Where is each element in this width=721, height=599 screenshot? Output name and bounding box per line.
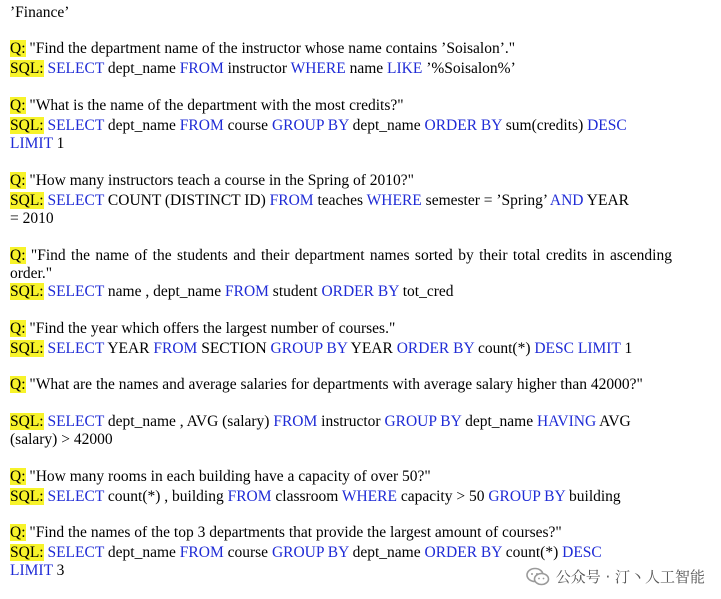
question-line bbox=[10, 320, 672, 338]
sql-keyword: FROM bbox=[153, 340, 198, 357]
sql-text: count(*) , building bbox=[104, 488, 228, 505]
sql-line bbox=[10, 413, 672, 431]
q-label: Q: bbox=[10, 172, 26, 189]
sql-keyword: GROUP BY bbox=[270, 340, 348, 357]
sql-keyword: ORDER BY bbox=[424, 117, 502, 134]
sql-line bbox=[10, 117, 672, 135]
sql-statement bbox=[44, 192, 629, 209]
sql-keyword: GROUP BY bbox=[271, 117, 349, 134]
sql-text: ’%Soisalon%’ bbox=[422, 60, 516, 77]
question-text: "Find the names of the top 3 departments that provide the largest amount of courses?" bbox=[25, 524, 562, 541]
sql-keyword: FROM bbox=[273, 413, 318, 430]
sql-statement-continued bbox=[10, 135, 64, 152]
sql-keyword: AND bbox=[549, 192, 584, 209]
question-line bbox=[10, 40, 672, 58]
sql-line bbox=[10, 488, 672, 506]
sql-keyword: WHERE bbox=[290, 60, 346, 77]
sql-keyword: GROUP BY bbox=[488, 488, 566, 505]
sql-label: SQL: bbox=[10, 488, 44, 505]
sql-keyword: WHERE bbox=[366, 192, 422, 209]
q-label: Q: bbox=[10, 40, 26, 57]
sql-text: course bbox=[223, 117, 272, 134]
header-text: ’Finance’ bbox=[10, 4, 70, 21]
q-label: Q: bbox=[10, 376, 26, 393]
sql-text: classroom bbox=[271, 488, 342, 505]
sql-text: = 2010 bbox=[10, 210, 54, 227]
question-text: "How many instructors teach a course in the Spring of 2010?" bbox=[25, 172, 414, 189]
sql-keyword: SELECT bbox=[47, 117, 105, 134]
sql-keyword: SELECT bbox=[47, 283, 105, 300]
sql-text: (salary) > 42000 bbox=[10, 431, 113, 448]
sql-text: 1 bbox=[620, 340, 633, 357]
sql-text: dept_name , AVG (salary) bbox=[104, 413, 274, 430]
question-line bbox=[10, 376, 672, 394]
sql-text: AVG bbox=[596, 413, 631, 430]
question-text: "Find the department name of the instructor whose name contains ’Soisalon’." bbox=[25, 40, 516, 57]
watermark bbox=[526, 566, 705, 587]
sql-keyword: ORDER BY bbox=[424, 544, 502, 561]
sql-continuation bbox=[10, 431, 672, 449]
sql-text: dept_name bbox=[348, 117, 425, 134]
sql-keyword: FROM bbox=[179, 117, 224, 134]
sql-statement-continued bbox=[10, 562, 64, 579]
sql-text: tot_cred bbox=[398, 283, 454, 300]
sql-text: instructor bbox=[317, 413, 385, 430]
sql-statement bbox=[44, 544, 602, 561]
sql-keyword: FROM bbox=[227, 488, 272, 505]
sql-continuation bbox=[10, 210, 672, 228]
sql-text: teaches bbox=[313, 192, 367, 209]
question-text: "What is the name of the department with the most credits?" bbox=[25, 97, 404, 114]
sql-text: dept_name bbox=[348, 544, 425, 561]
sql-text: SECTION bbox=[197, 340, 271, 357]
sql-statement bbox=[44, 117, 627, 134]
sql-keyword: GROUP BY bbox=[384, 413, 462, 430]
sql-statement bbox=[44, 340, 633, 357]
sql-text: 1 bbox=[52, 135, 65, 152]
sql-statement bbox=[44, 488, 621, 505]
sql-keyword: SELECT bbox=[47, 413, 105, 430]
q-label: Q: bbox=[10, 320, 26, 337]
question-text: "Find the name of the students and their department names sorted by their total credits in ascending order." bbox=[10, 247, 672, 282]
sql-text: dept_name bbox=[104, 60, 180, 77]
sql-text: 3 bbox=[52, 562, 65, 579]
sql-text: YEAR bbox=[347, 340, 397, 357]
sql-line bbox=[10, 544, 672, 562]
sql-text: dept_name bbox=[104, 117, 180, 134]
sql-line bbox=[10, 192, 672, 210]
sql-keyword: DESC LIMIT bbox=[534, 340, 621, 357]
sql-keyword: ORDER BY bbox=[396, 340, 475, 357]
sql-text: name , dept_name bbox=[104, 283, 225, 300]
sql-keyword: LIMIT bbox=[10, 135, 53, 152]
sql-line bbox=[10, 60, 672, 78]
q-label: Q: bbox=[10, 468, 26, 485]
sql-keyword: GROUP BY bbox=[271, 544, 349, 561]
q-label: Q: bbox=[10, 97, 26, 114]
q-label: Q: bbox=[10, 247, 26, 264]
sql-text: name bbox=[345, 60, 388, 77]
sql-label: SQL: bbox=[10, 60, 44, 77]
sql-keyword: ORDER BY bbox=[321, 283, 399, 300]
question-line bbox=[10, 172, 672, 190]
sql-statement-continued bbox=[10, 431, 113, 448]
question-text: "What are the names and average salaries for departments with average salary higher than 42000?" bbox=[25, 376, 643, 393]
sql-label: SQL: bbox=[10, 192, 44, 209]
sql-keyword: HAVING bbox=[537, 413, 597, 430]
sql-statement bbox=[44, 283, 454, 300]
sql-keyword: FROM bbox=[269, 192, 314, 209]
sql-keyword: SELECT bbox=[47, 192, 105, 209]
wechat-icon bbox=[526, 567, 550, 587]
sql-text: course bbox=[223, 544, 272, 561]
sql-keyword: LIKE bbox=[387, 60, 423, 77]
sql-keyword: FROM bbox=[224, 283, 269, 300]
question-line bbox=[10, 468, 672, 486]
question-text: "Find the year which offers the largest number of courses." bbox=[25, 320, 396, 337]
sql-statement bbox=[44, 60, 516, 77]
sql-statement bbox=[44, 413, 631, 430]
sql-keyword: SELECT bbox=[47, 60, 105, 77]
sql-text: semester = ’Spring’ bbox=[421, 192, 550, 209]
sql-keyword: LIMIT bbox=[10, 562, 53, 579]
sql-keyword: SELECT bbox=[47, 340, 105, 357]
sql-text: sum(credits) bbox=[501, 117, 588, 134]
sql-continuation bbox=[10, 135, 672, 153]
sql-label: SQL: bbox=[10, 413, 44, 430]
sql-keyword: SELECT bbox=[47, 544, 105, 561]
sql-text: building bbox=[565, 488, 621, 505]
sql-keyword: WHERE bbox=[341, 488, 397, 505]
sql-text: instructor bbox=[223, 60, 291, 77]
sql-line bbox=[10, 340, 672, 358]
sql-line bbox=[10, 283, 672, 301]
q-label: Q: bbox=[10, 524, 26, 541]
sql-label: SQL: bbox=[10, 544, 44, 561]
sql-text: dept_name bbox=[104, 544, 180, 561]
question-line bbox=[10, 524, 672, 542]
sql-keyword: DESC bbox=[587, 117, 627, 134]
sql-text: count(*) bbox=[474, 340, 535, 357]
sql-text: count(*) bbox=[501, 544, 563, 561]
sql-text: student bbox=[268, 283, 322, 300]
question-line bbox=[10, 97, 672, 115]
sql-label: SQL: bbox=[10, 340, 44, 357]
watermark-text: 公众号 · 汀丶人工智能 bbox=[555, 568, 705, 586]
sql-text: dept_name bbox=[461, 413, 537, 430]
sql-label: SQL: bbox=[10, 117, 44, 134]
sql-text: YEAR bbox=[583, 192, 629, 209]
sql-text: capacity > 50 bbox=[396, 488, 489, 505]
sql-keyword: FROM bbox=[179, 544, 224, 561]
sql-keyword: FROM bbox=[179, 60, 224, 77]
sql-label: SQL: bbox=[10, 283, 44, 300]
sql-keyword: DESC bbox=[562, 544, 602, 561]
sql-text: COUNT (DISTINCT ID) bbox=[104, 192, 270, 209]
sql-keyword: SELECT bbox=[47, 488, 105, 505]
question-line bbox=[10, 247, 672, 283]
sql-statement-continued bbox=[10, 210, 54, 227]
sql-text: YEAR bbox=[104, 340, 154, 357]
question-text: "How many rooms in each building have a capacity of over 50?" bbox=[25, 468, 431, 485]
